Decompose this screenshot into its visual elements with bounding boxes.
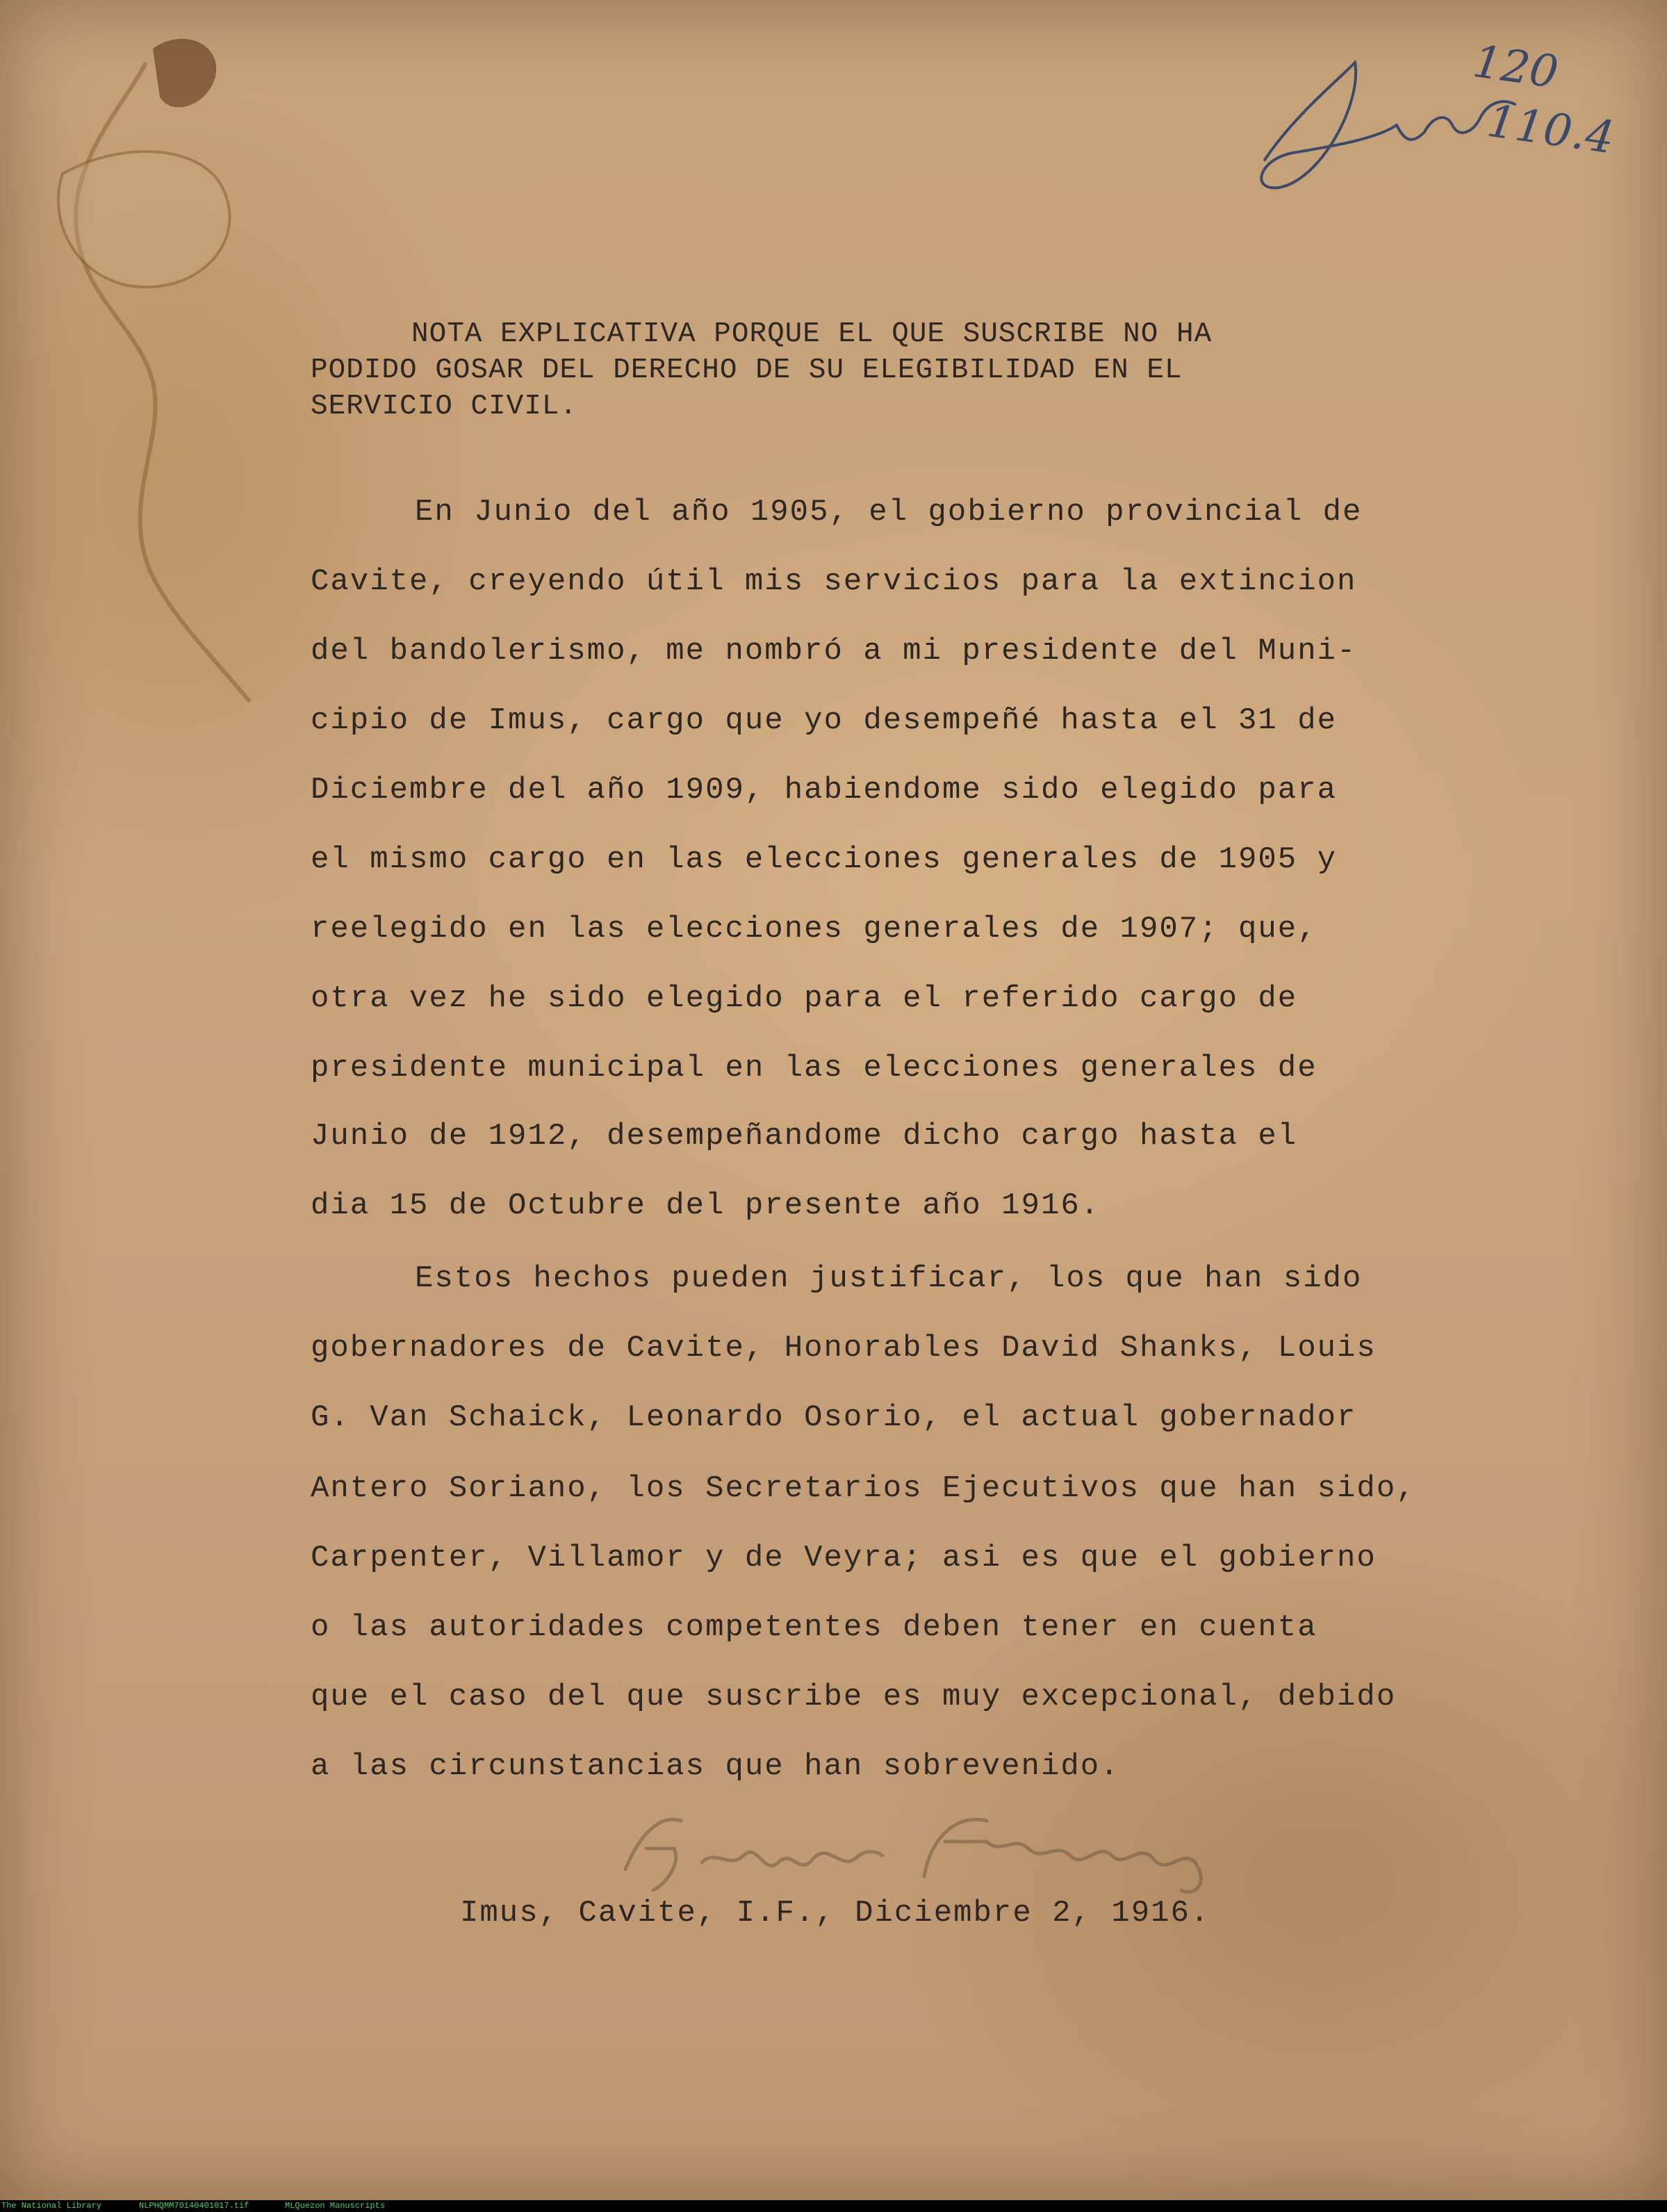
text-line: Junio de 1912, desempeñandome dicho cargo hasta el: [311, 1119, 1298, 1154]
pencil-number-bottom: 110.4: [1484, 95, 1618, 165]
text-line: presidente municipal en las elecciones generales de: [311, 1051, 1317, 1085]
text-line: cipio de Imus, cargo que yo desempeñé hasta el 31 de: [311, 703, 1338, 738]
footer-file: NLPHQMM70140401017.tif: [139, 2201, 249, 2211]
text-line: el mismo cargo en las elecciones generales de 1905 y: [311, 842, 1338, 877]
text-line: otra vez he sido elegido para el referido cargo de: [311, 981, 1298, 1016]
text-line: Carpenter, Villamor y de Veyra; asi es que el gobierno: [311, 1541, 1377, 1575]
title-line: PODIDO GOSAR DEL DERECHO DE SU ELEGIBILIDAD EN EL: [311, 354, 1183, 386]
place-date: Imus, Cavite, I.F., Diciembre 2, 1916.: [460, 1896, 1210, 1931]
footer-collection: MLQuezon Manuscripts: [285, 2201, 386, 2211]
text-line: G. Van Schaick, Leonardo Osorio, el actual gobernador: [311, 1400, 1357, 1435]
footer-library: The National Library: [1, 2201, 102, 2211]
pencil-number-top: 120: [1470, 35, 1561, 99]
text-line: Estos hechos pueden justificar, los que han sido: [415, 1261, 1363, 1296]
text-line: Cavite, creyendo útil mis servicios para la extincion: [311, 564, 1357, 599]
text-line: Antero Soriano, los Secretarios Ejecutivos que han sido,: [311, 1471, 1416, 1506]
pencil-annotation: [1237, 21, 1654, 202]
signature-text: Felipe Topacio: [598, 1793, 604, 1794]
text-line: reelegido en las elecciones generales de 1907; que,: [311, 912, 1317, 947]
title-line: SERVICIO CIVIL.: [311, 391, 578, 423]
text-line: del bandolerismo, me nombró a mi presidente del Muni-: [311, 634, 1357, 669]
scan-footer: [0, 2200, 1667, 2212]
text-line: o las autoridades competentes deben tener en cuenta: [311, 1610, 1317, 1645]
text-line: Diciembre del año 1909, habiendome sido elegido para: [311, 773, 1338, 808]
text-line: dia 15 de Octubre del presente año 1916.: [311, 1188, 1101, 1223]
text-line: a las circunstancias que han sobrevenido.: [311, 1749, 1120, 1784]
text-line: En Junio del año 1905, el gobierno provincial de: [415, 495, 1363, 530]
text-line: gobernadores de Cavite, Honorables David Shanks, Louis: [311, 1331, 1377, 1366]
handwritten-signature: [598, 1793, 1279, 1904]
text-line: que el caso del que suscribe es muy excepcional, debido: [311, 1680, 1397, 1714]
title-line: NOTA EXPLICATIVA PORQUE EL QUE SUSCRIBE NO HA: [411, 318, 1213, 350]
